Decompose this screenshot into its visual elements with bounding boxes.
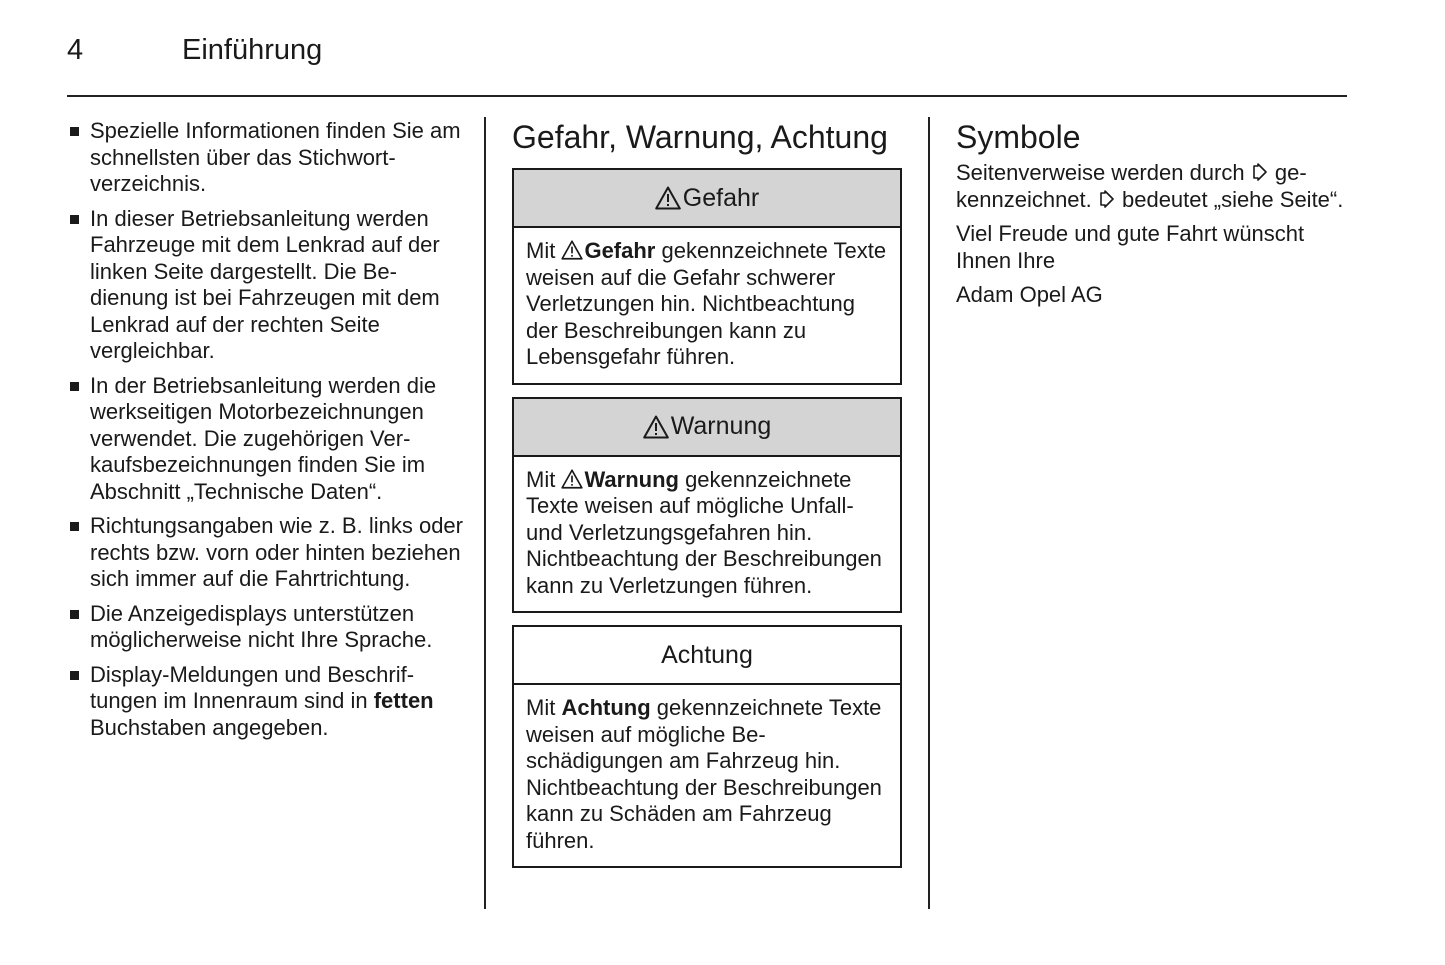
achtung-box-body: Mit Achtung gekennzeichnete Texte weisen auf mögliche Beschädigungen am Fahrzeug hin. Nichtbeachtung der Beschreibungen kann zu Schäden am Fahrzeug führen. (526, 695, 882, 853)
page-number: 4 (67, 34, 84, 66)
gefahr-box-title: Gefahr (514, 170, 900, 228)
achtung-box (512, 625, 902, 868)
list-item: Die Anzeigedisplays unterstützen möglicherweise nicht Ihre Sprache. (67, 601, 467, 654)
warnung-box (512, 397, 902, 614)
warning-triangle-icon (655, 186, 681, 210)
page-reference-arrow-icon (1251, 163, 1269, 181)
section-heading-warnings: Gefahr, Warnung, Achtung (512, 119, 888, 155)
section-heading-symbols: Symbole (956, 119, 1081, 155)
symbols-paragraph: Seitenverweise werden durch gekennzeichnet. bedeutet „siehe Seite“. (956, 160, 1344, 212)
list-item: In der Betriebsanleitung werden die werkseitigen Motorbezeichnungen verwendet. Die zugehörigen Verkaufsbezeichnungen finden Sie im Abschnitt „Technische Daten“. (67, 373, 467, 506)
warnung-box-title: Warnung (514, 399, 900, 457)
gefahr-box-body: Mit Gefahr gekennzeichnete Texte weisen auf die Gefahr schwerer Verletzungen hin. Nichtbeachtung der Beschreibungen kann zu Lebensgefahr führen. (526, 238, 887, 369)
column-divider-right (928, 117, 930, 909)
page-title: Einführung (182, 34, 323, 66)
greeting-paragraph: Viel Freude und gute Fahrt wünscht Ihnen Ihre (956, 221, 1305, 273)
bold-term: fetten (373, 688, 434, 713)
warning-triangle-icon (643, 415, 669, 439)
signature: Adam Opel AG (956, 282, 1103, 307)
gefahr-box (512, 168, 902, 385)
warning-triangle-icon (561, 240, 583, 260)
list-item: Display-Meldungen und Beschriftungen im Innenraum sind in fetten Buchstaben angegeben. (67, 662, 467, 742)
warnung-box-body: Mit Warnung gekennzeichnete Texte weisen auf mögliche Unfall- und Verletzungsgefahren hin. Nichtbeachtung der Beschreibungen kann zu Verletzungen führen. (526, 466, 882, 598)
right-column (956, 118, 1346, 317)
list-item: Spezielle Informationen finden Sie am schnellsten über das Stichwortverzeichnis. (67, 118, 467, 198)
bullet-list (67, 118, 467, 741)
column-divider-left (484, 117, 486, 909)
page-reference-arrow-icon (1098, 190, 1116, 208)
warning-triangle-icon (561, 469, 583, 489)
list-item: In dieser Betriebsanleitung werden Fahrzeuge mit dem Lenkrad auf der linken Seite dargestellt. Die Bedienung ist bei Fahrzeugen mit dem Lenkrad auf der rechten Seite vergleichbar. (67, 206, 467, 365)
header-rule (67, 95, 1347, 97)
left-column (67, 118, 467, 749)
list-item: Richtungsangaben wie z. B. links oder rechts bzw. vorn oder hinten beziehen sich immer auf die Fahrtrichtung. (67, 513, 467, 593)
middle-column (512, 118, 902, 880)
achtung-box-title: Achtung (514, 627, 900, 685)
